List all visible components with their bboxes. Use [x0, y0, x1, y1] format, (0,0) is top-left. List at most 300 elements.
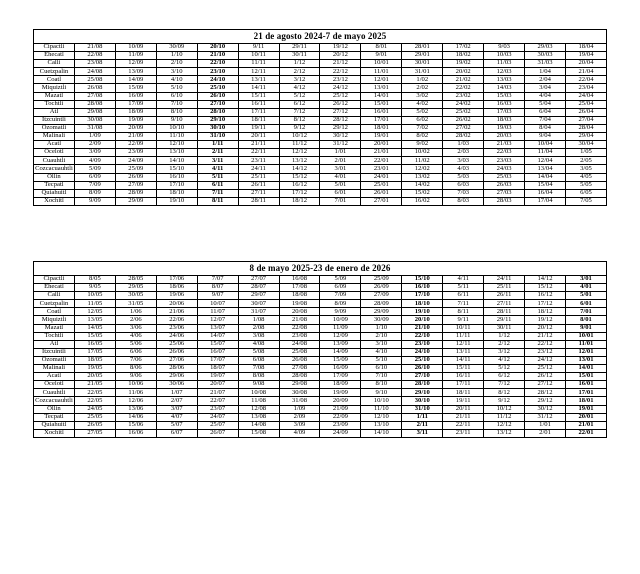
date-cell: 12/11 [443, 340, 484, 348]
date-cell: 8/07 [197, 284, 238, 292]
date-cell: 13/09 [320, 340, 361, 348]
date-cell: 29/09 [361, 308, 402, 316]
date-cell: 11/06 [115, 389, 156, 397]
date-cell: 7/11 [197, 189, 238, 197]
date-cell: 28/09 [115, 189, 156, 197]
date-cell: 27/11 [238, 189, 279, 197]
date-cell: 19/12 [525, 316, 566, 324]
calendar-table-2025-2026 [33, 261, 607, 438]
date-cell: 17/02 [443, 44, 484, 52]
date-cell: 9/06 [115, 373, 156, 381]
date-cell: 17/11 [238, 108, 279, 116]
date-cell: 3/01 [565, 276, 606, 284]
table-row [34, 133, 607, 141]
date-cell: 11/03 [484, 60, 525, 68]
date-cell: 13/01 [565, 356, 606, 364]
date-cell: 4/02 [402, 100, 443, 108]
date-cell: 8/09 [74, 189, 115, 197]
date-cell: 24/10 [197, 76, 238, 84]
date-cell: 21/06 [156, 308, 197, 316]
date-cell: 14/08 [238, 421, 279, 429]
date-cell: 9/01 [565, 324, 606, 332]
date-cell: 10/10 [361, 397, 402, 405]
date-cell: 17/09 [320, 373, 361, 381]
date-cell: 30/06 [156, 381, 197, 389]
date-cell: 16/11 [238, 100, 279, 108]
date-cell: 2/03 [443, 149, 484, 157]
date-cell: 5/01 [320, 181, 361, 189]
date-cell: 31/10 [402, 405, 443, 413]
date-cell: 20/12 [320, 52, 361, 60]
date-cell: 14/12 [279, 165, 320, 173]
date-cell: 1/02 [402, 76, 443, 84]
date-cell: 28/07 [238, 284, 279, 292]
date-cell: 15/10 [156, 165, 197, 173]
date-cell: 18/09 [320, 381, 361, 389]
day-sign-name: Cuetzpalin [34, 300, 75, 308]
date-cell: 29/12 [320, 124, 361, 132]
date-cell: 27/02 [443, 124, 484, 132]
date-cell: 29/12 [525, 397, 566, 405]
date-cell: 21/09 [320, 405, 361, 413]
day-sign-name: Ehecatl [34, 284, 75, 292]
date-cell: 12/09 [320, 332, 361, 340]
day-sign-name: Malinali [34, 133, 75, 141]
date-cell: 14/01 [361, 92, 402, 100]
date-cell: 21/08 [74, 44, 115, 52]
date-cell: 16/09 [320, 365, 361, 373]
date-cell: 11/07 [197, 308, 238, 316]
date-cell: 26/01 [361, 189, 402, 197]
date-cell: 24/09 [320, 429, 361, 437]
date-cell: 29/04 [565, 133, 606, 141]
date-cell: 5/12 [484, 365, 525, 373]
date-cell: 16/11 [443, 373, 484, 381]
date-cell: 8/11 [197, 197, 238, 205]
date-cell: 12/12 [279, 149, 320, 157]
date-cell: 13/03 [484, 76, 525, 84]
date-cell: 27/09 [361, 292, 402, 300]
date-cell: 5/06 [115, 340, 156, 348]
date-cell: 4/12 [484, 356, 525, 364]
date-cell: 3/07 [156, 405, 197, 413]
date-cell: 26/07 [197, 429, 238, 437]
day-sign-name: Cuauhtli [34, 157, 75, 165]
day-sign-name: Tecpatl [34, 181, 75, 189]
date-cell: 19/07 [197, 373, 238, 381]
date-cell: 9/01 [361, 52, 402, 60]
date-cell: 23/04 [565, 84, 606, 92]
date-cell: 7/06 [115, 356, 156, 364]
date-cell: 12/11 [238, 68, 279, 76]
date-cell: 28/10 [402, 381, 443, 389]
date-cell: 3/09 [74, 149, 115, 157]
day-sign-name: Miquiztli [34, 84, 75, 92]
date-cell: 26/09 [115, 173, 156, 181]
date-cell: 24/02 [443, 100, 484, 108]
date-cell: 18/02 [443, 52, 484, 60]
date-cell: 5/10 [361, 356, 402, 364]
date-cell: 13/05 [74, 316, 115, 324]
date-cell: 21/11 [238, 141, 279, 149]
date-cell: 21/05 [74, 381, 115, 389]
date-cell: 11/12 [484, 413, 525, 421]
date-cell: 2/11 [197, 149, 238, 157]
date-cell: 8/05 [74, 276, 115, 284]
date-cell: 6/10 [156, 92, 197, 100]
day-sign-name: Tochtli [34, 100, 75, 108]
date-cell: 4/01 [320, 173, 361, 181]
date-cell: 1/07 [156, 389, 197, 397]
day-sign-name: Cipactli [34, 44, 75, 52]
date-cell: 21/07 [197, 389, 238, 397]
date-cell: 15/09 [115, 84, 156, 92]
date-cell: 30/12 [320, 133, 361, 141]
date-cell: 11/09 [115, 52, 156, 60]
date-cell: 16/12 [525, 292, 566, 300]
date-cell: 14/11 [443, 356, 484, 364]
date-cell: 23/02 [443, 92, 484, 100]
date-cell: 8/10 [156, 108, 197, 116]
date-cell: 14/02 [402, 181, 443, 189]
date-cell: 15/12 [279, 173, 320, 181]
date-cell: 16/05 [74, 340, 115, 348]
date-cell: 17/06 [156, 276, 197, 284]
date-cell: 23/08 [279, 332, 320, 340]
date-cell: 9/02 [402, 141, 443, 149]
date-cell: 4/08 [238, 340, 279, 348]
date-cell: 11/08 [238, 397, 279, 405]
table-row [34, 44, 607, 52]
date-cell: 3/10 [156, 68, 197, 76]
date-cell: 15/02 [402, 189, 443, 197]
date-cell: 30/12 [525, 405, 566, 413]
date-cell: 10/09 [320, 316, 361, 324]
date-cell: 30/03 [525, 52, 566, 60]
day-sign-name: Ozomatli [34, 356, 75, 364]
date-cell: 25/10 [197, 84, 238, 92]
date-cell: 11/01 [361, 68, 402, 76]
date-cell: 13/11 [443, 348, 484, 356]
date-cell: 21/10 [197, 52, 238, 60]
date-cell: 20/12 [525, 324, 566, 332]
date-cell: 22/02 [443, 84, 484, 92]
date-cell: 18/12 [525, 308, 566, 316]
date-cell: 20/09 [115, 124, 156, 132]
date-cell: 16/07 [197, 348, 238, 356]
date-cell: 23/06 [156, 324, 197, 332]
day-sign-name: Ocelotl [34, 381, 75, 389]
day-sign-name: Xochitl [34, 429, 75, 437]
date-cell: 7/07 [197, 276, 238, 284]
date-cell: 2/09 [279, 413, 320, 421]
date-cell: 18/11 [238, 116, 279, 124]
date-cell: 27/05 [74, 429, 115, 437]
date-cell: 13/04 [525, 165, 566, 173]
date-cell: 29/09 [115, 197, 156, 205]
table-row [34, 421, 607, 429]
date-cell: 26/09 [361, 284, 402, 292]
date-cell: 6/01 [320, 189, 361, 197]
date-cell: 22/07 [197, 397, 238, 405]
date-cell: 16/02 [402, 197, 443, 205]
date-cell: 5/03 [443, 173, 484, 181]
date-cell: 20/07 [197, 381, 238, 389]
date-cell: 2/12 [279, 68, 320, 76]
date-cell: 22/11 [443, 421, 484, 429]
date-cell: 19/03 [484, 124, 525, 132]
date-cell: 6/07 [156, 429, 197, 437]
table-row [34, 373, 607, 381]
date-cell: 14/05 [74, 324, 115, 332]
date-cell: 10/01 [565, 332, 606, 340]
date-cell: 2/06 [115, 316, 156, 324]
date-cell: 8/03 [443, 197, 484, 205]
table-row [34, 60, 607, 68]
date-cell: 25/04 [565, 100, 606, 108]
date-cell: 14/11 [238, 84, 279, 92]
date-cell: 30/11 [279, 52, 320, 60]
table-row [34, 365, 607, 373]
date-cell: 18/04 [565, 44, 606, 52]
date-cell: 1/12 [279, 60, 320, 68]
date-cell: 31/10 [197, 133, 238, 141]
date-cell: 23/09 [115, 149, 156, 157]
date-cell: 25/06 [156, 340, 197, 348]
date-cell: 20/10 [402, 316, 443, 324]
day-sign-name: Calli [34, 60, 75, 68]
date-cell: 1/03 [443, 141, 484, 149]
date-cell: 19/10 [156, 197, 197, 205]
date-cell: 2/01 [320, 157, 361, 165]
date-cell: 16/08 [279, 276, 320, 284]
date-cell: 8/12 [484, 389, 525, 397]
date-cell: 28/05 [115, 276, 156, 284]
date-cell: 2/11 [402, 421, 443, 429]
date-cell: 4/09 [74, 157, 115, 165]
table-row [34, 173, 607, 181]
date-cell: 8/11 [443, 308, 484, 316]
date-cell: 3/12 [279, 76, 320, 84]
table-row [34, 324, 607, 332]
date-cell: 28/11 [238, 197, 279, 205]
date-cell: 25/09 [115, 165, 156, 173]
date-cell: 20/09 [320, 397, 361, 405]
date-cell: 2/02 [402, 84, 443, 92]
date-cell: 11/02 [402, 157, 443, 165]
date-cell: 31/08 [74, 124, 115, 132]
date-cell: 25/08 [279, 348, 320, 356]
date-cell: 12/10 [361, 413, 402, 421]
date-cell: 15/06 [115, 421, 156, 429]
table-row [34, 52, 607, 60]
date-cell: 29/10 [197, 116, 238, 124]
date-cell: 19/04 [565, 52, 606, 60]
date-cell: 1/11 [197, 141, 238, 149]
date-cell: 2/10 [156, 60, 197, 68]
table-row [34, 189, 607, 197]
date-cell: 23/10 [197, 68, 238, 76]
date-cell: 25/02 [443, 108, 484, 116]
date-cell: 30/05 [115, 292, 156, 300]
date-cell: 29/05 [115, 284, 156, 292]
table-row [34, 340, 607, 348]
date-cell: 1/04 [525, 68, 566, 76]
date-cell: 19/12 [320, 44, 361, 52]
table-row [34, 284, 607, 292]
date-cell: 15/05 [74, 332, 115, 340]
date-cell: 8/12 [279, 116, 320, 124]
table-row [34, 308, 607, 316]
date-cell: 20/11 [238, 133, 279, 141]
day-sign-name: Quiahuitl [34, 189, 75, 197]
date-cell: 30/08 [279, 389, 320, 397]
date-cell: 13/08 [238, 413, 279, 421]
date-cell: 17/01 [565, 389, 606, 397]
date-cell: 9/09 [320, 308, 361, 316]
date-cell: 1/05 [565, 149, 606, 157]
date-cell: 15/01 [361, 100, 402, 108]
day-sign-name: Mazatl [34, 324, 75, 332]
date-cell: 15/08 [238, 429, 279, 437]
date-cell: 1/06 [115, 308, 156, 316]
table-row [34, 68, 607, 76]
date-cell: 11/01 [565, 340, 606, 348]
date-cell: 10/01 [361, 60, 402, 68]
date-cell: 18/11 [443, 389, 484, 397]
date-cell: 10/03 [484, 52, 525, 60]
date-cell: 8/02 [402, 133, 443, 141]
date-cell: 4/11 [197, 165, 238, 173]
date-cell: 10/02 [402, 149, 443, 157]
date-cell: 14/12 [525, 276, 566, 284]
date-cell: 18/01 [361, 124, 402, 132]
date-cell: 2/01 [525, 429, 566, 437]
date-cell: 1/11 [402, 413, 443, 421]
date-cell: 3/03 [443, 157, 484, 165]
table-row [34, 348, 607, 356]
date-cell: 18/10 [156, 189, 197, 197]
date-cell: 12/07 [197, 316, 238, 324]
date-cell: 5/09 [74, 165, 115, 173]
table-row [34, 76, 607, 84]
date-cell: 14/09 [115, 76, 156, 84]
date-cell: 29/08 [74, 108, 115, 116]
date-cell: 13/12 [279, 157, 320, 165]
date-cell: 15/04 [525, 181, 566, 189]
date-cell: 29/08 [279, 381, 320, 389]
date-cell: 30/04 [565, 141, 606, 149]
date-cell: 3/11 [402, 429, 443, 437]
date-cell: 5/02 [402, 108, 443, 116]
day-sign-name: Coatl [34, 76, 75, 84]
date-cell: 8/08 [238, 373, 279, 381]
table-title: 21 de agosto 2024-7 de mayo 2025 [34, 30, 607, 44]
date-cell: 19/10 [402, 308, 443, 316]
date-cell: 28/06 [156, 365, 197, 373]
date-cell: 19/06 [156, 292, 197, 300]
date-cell: 8/04 [525, 124, 566, 132]
date-cell: 12/03 [484, 68, 525, 76]
table-row [34, 84, 607, 92]
date-cell: 27/10 [197, 100, 238, 108]
date-cell: 18/01 [565, 397, 606, 405]
date-cell: 29/07 [238, 292, 279, 300]
date-cell: 27/03 [484, 189, 525, 197]
date-cell: 15/09 [320, 356, 361, 364]
date-cell: 22/12 [525, 340, 566, 348]
date-cell: 26/12 [320, 100, 361, 108]
date-cell: 22/09 [320, 413, 361, 421]
date-cell: 8/10 [361, 381, 402, 389]
date-cell: 18/06 [156, 284, 197, 292]
date-cell: 26/04 [565, 108, 606, 116]
date-cell: 28/03 [484, 197, 525, 205]
date-cell: 11/12 [279, 141, 320, 149]
date-cell: 5/04 [525, 100, 566, 108]
date-cell: 7/12 [279, 108, 320, 116]
date-cell: 24/11 [484, 276, 525, 284]
date-cell: 30/10 [402, 397, 443, 405]
date-cell: 24/08 [279, 340, 320, 348]
date-cell: 12/04 [525, 157, 566, 165]
day-sign-name: Ehecatl [34, 52, 75, 60]
date-cell: 24/05 [74, 405, 115, 413]
date-cell: 26/02 [443, 116, 484, 124]
date-cell: 9/08 [238, 381, 279, 389]
date-cell: 27/09 [115, 181, 156, 189]
date-cell: 6/03 [443, 181, 484, 189]
date-cell: 12/02 [402, 165, 443, 173]
date-cell: 13/02 [402, 173, 443, 181]
date-cell: 15/03 [484, 92, 525, 100]
date-cell: 6/09 [74, 173, 115, 181]
date-cell: 14/03 [484, 84, 525, 92]
date-cell: 6/09 [320, 284, 361, 292]
table-title: 8 de mayo 2025-23 de enero de 2026 [34, 262, 607, 276]
date-cell: 24/11 [238, 165, 279, 173]
date-cell: 7/02 [402, 124, 443, 132]
date-cell: 21/10 [402, 324, 443, 332]
date-cell: 17/08 [279, 284, 320, 292]
date-cell: 16/10 [156, 173, 197, 181]
day-sign-name: Ozomatli [34, 124, 75, 132]
day-sign-name: Cuauhtli [34, 389, 75, 397]
date-cell: 4/07 [156, 413, 197, 421]
date-cell: 21/01 [361, 149, 402, 157]
day-sign-name: Cozcacuauhtli [35, 396, 73, 404]
day-sign-name: Ollin [34, 405, 75, 413]
date-cell: 7/09 [74, 181, 115, 189]
date-cell: 14/06 [115, 413, 156, 421]
date-cell: 30/07 [238, 300, 279, 308]
date-cell: 18/08 [279, 292, 320, 300]
date-cell: 26/10 [402, 365, 443, 373]
date-cell: 26/05 [74, 421, 115, 429]
date-cell: 1/10 [156, 52, 197, 60]
date-cell: 12/01 [361, 76, 402, 84]
day-sign-name: Quiahuitl [34, 421, 75, 429]
date-cell: 20/05 [74, 373, 115, 381]
date-cell: 10/09 [115, 44, 156, 52]
date-cell: 8/01 [361, 44, 402, 52]
table-row [34, 124, 607, 132]
date-cell: 6/11 [443, 292, 484, 300]
date-cell: 5/01 [565, 292, 606, 300]
table-row [34, 429, 607, 437]
table-row [34, 356, 607, 364]
date-cell: 21/11 [443, 413, 484, 421]
